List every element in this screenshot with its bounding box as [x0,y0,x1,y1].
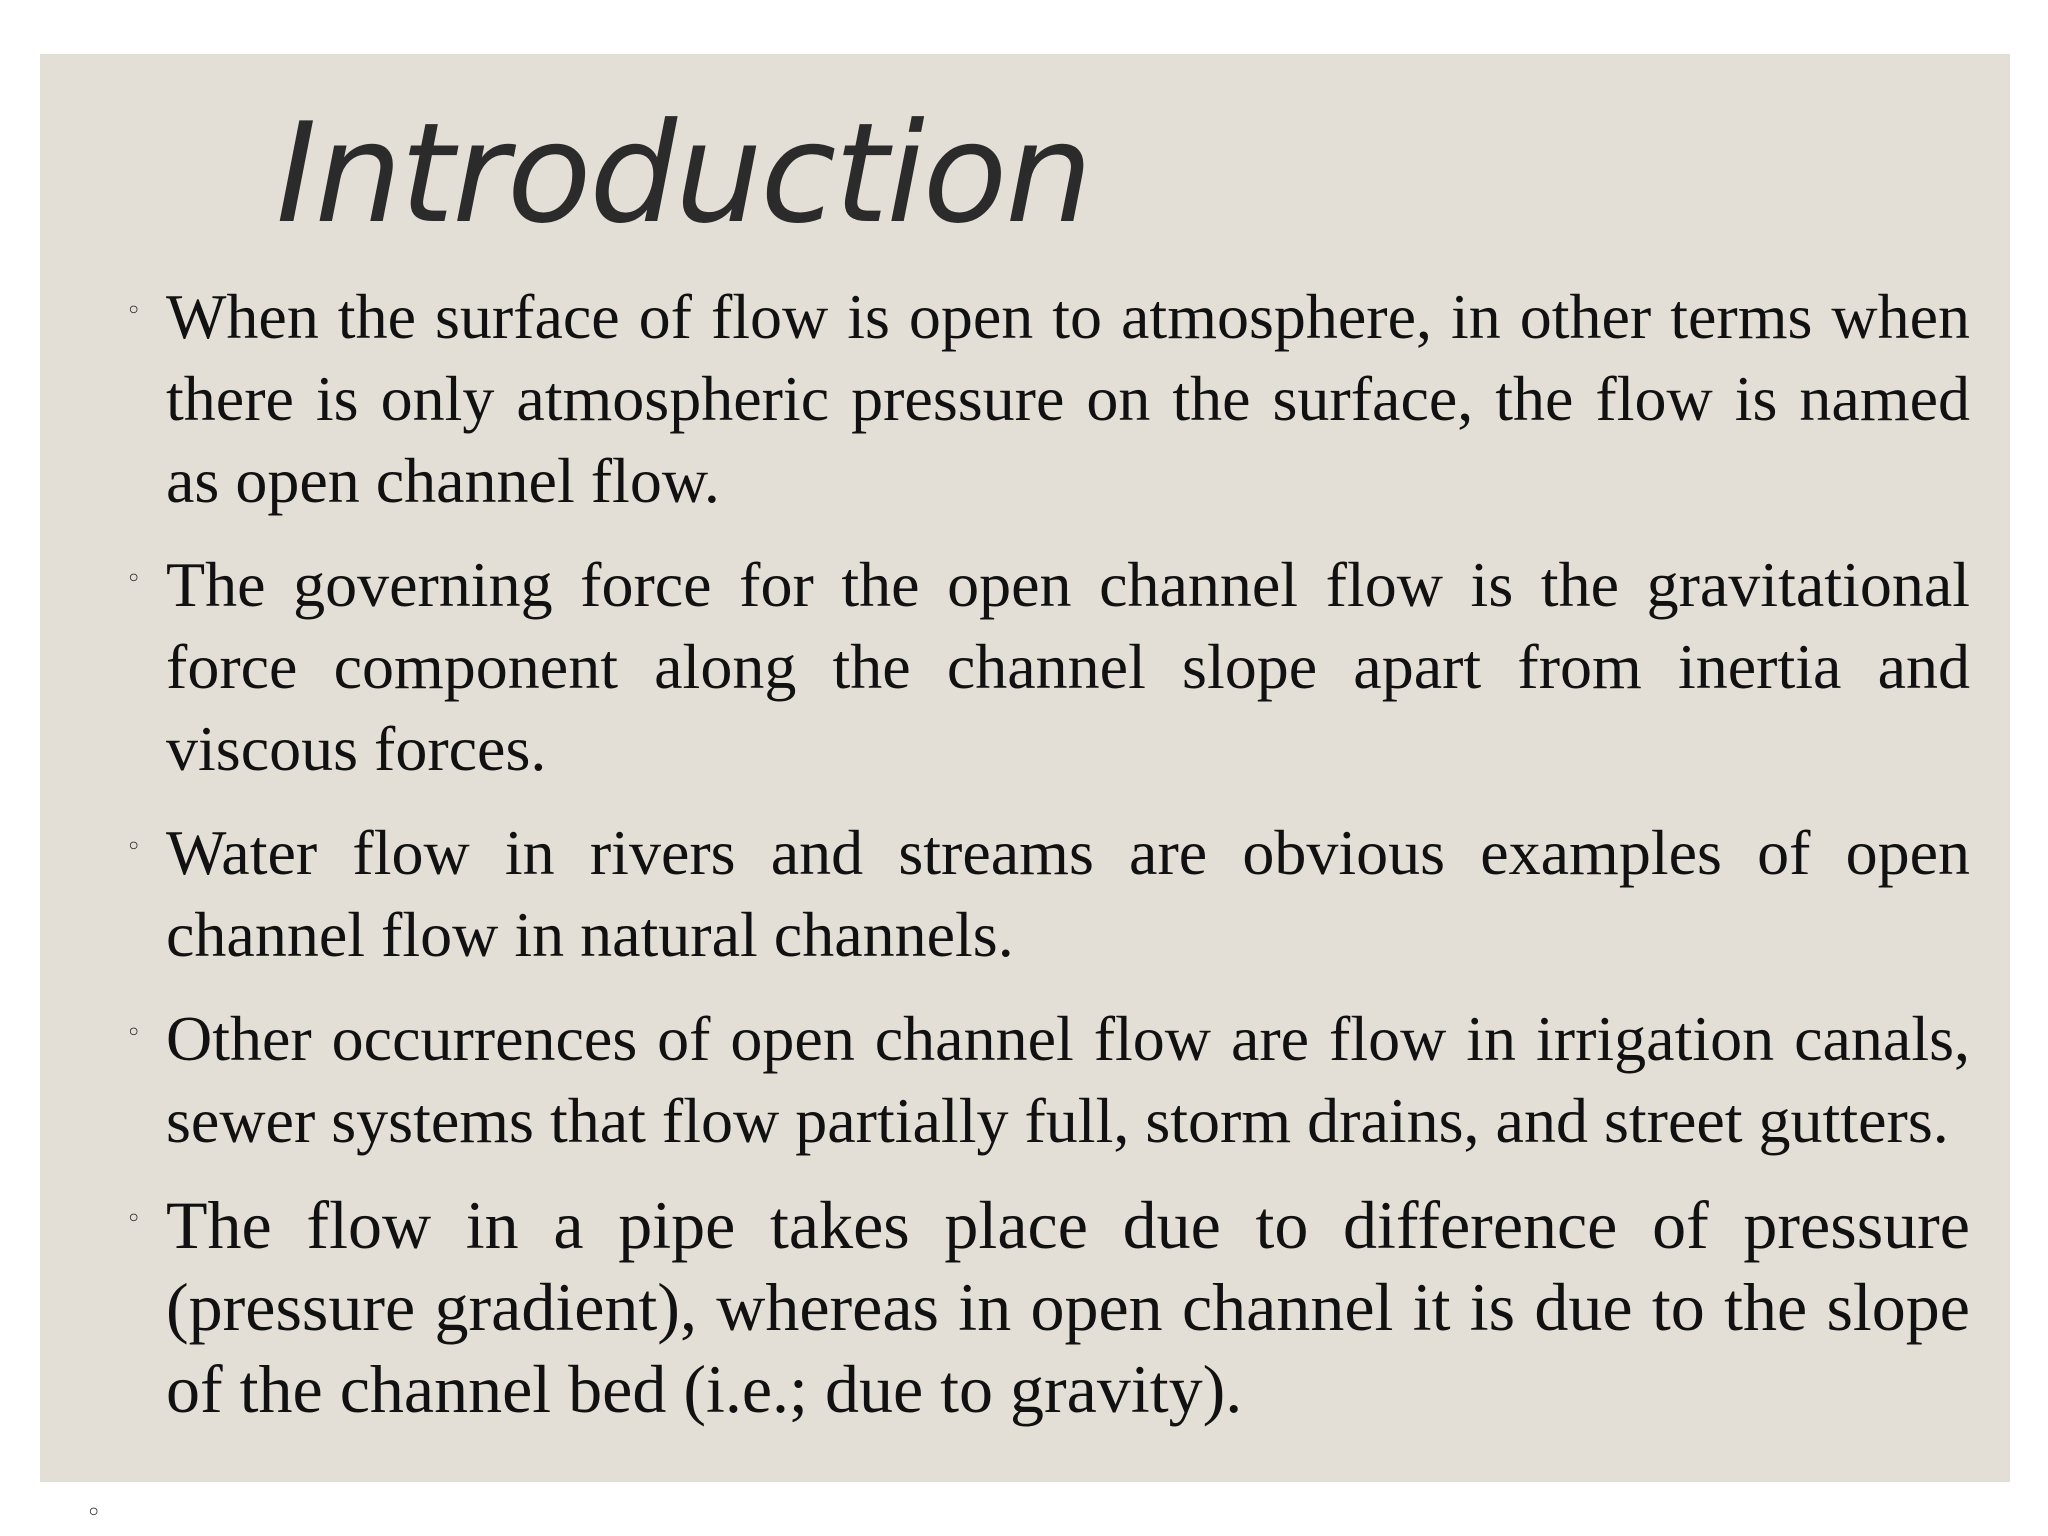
bullet-marker-icon: ◦ [126,1018,142,1048]
bullet-text: Water flow in rivers and streams are obvious examples of open channel flow in natural channels. [166,817,1970,970]
bullet-marker-icon: ◦ [126,296,142,326]
bullet-text: The governing force for the open channel flow is the gravitational force component along the channel slope apart from inertia and viscous forces. [166,549,1970,784]
bullet-marker-icon: ◦ [126,1204,142,1234]
bullet-item [126,544,1970,790]
slide-title: Introduction [276,93,1091,254]
bullet-item [126,276,1970,522]
bullet-item [126,998,1970,1162]
bullet-marker-icon: ◦ [126,564,142,594]
bullet-text: Other occurrences of open channel flow are flow in irrigation canals, sewer systems that flow partially full, storm drains, and street gutters. [166,1003,1970,1156]
bullet-text: The flow in a pipe takes place due to difference of pressure (pressure gradient), whereas in open channel it is due to the slope of the channel bed (i.e.; due to gravity). [166,1187,1970,1427]
bullet-item [126,1184,1970,1430]
empty-bullet-marker-icon: ◦ [86,1498,102,1528]
bullet-marker-icon: ◦ [126,832,142,862]
bullet-list [126,276,1970,1452]
bullet-text: When the surface of flow is open to atmosphere, in other terms when there is only atmospheric pressure on the surface, the flow is named as open channel flow. [166,281,1970,516]
bullet-item [126,812,1970,976]
content-panel [40,54,2010,1482]
